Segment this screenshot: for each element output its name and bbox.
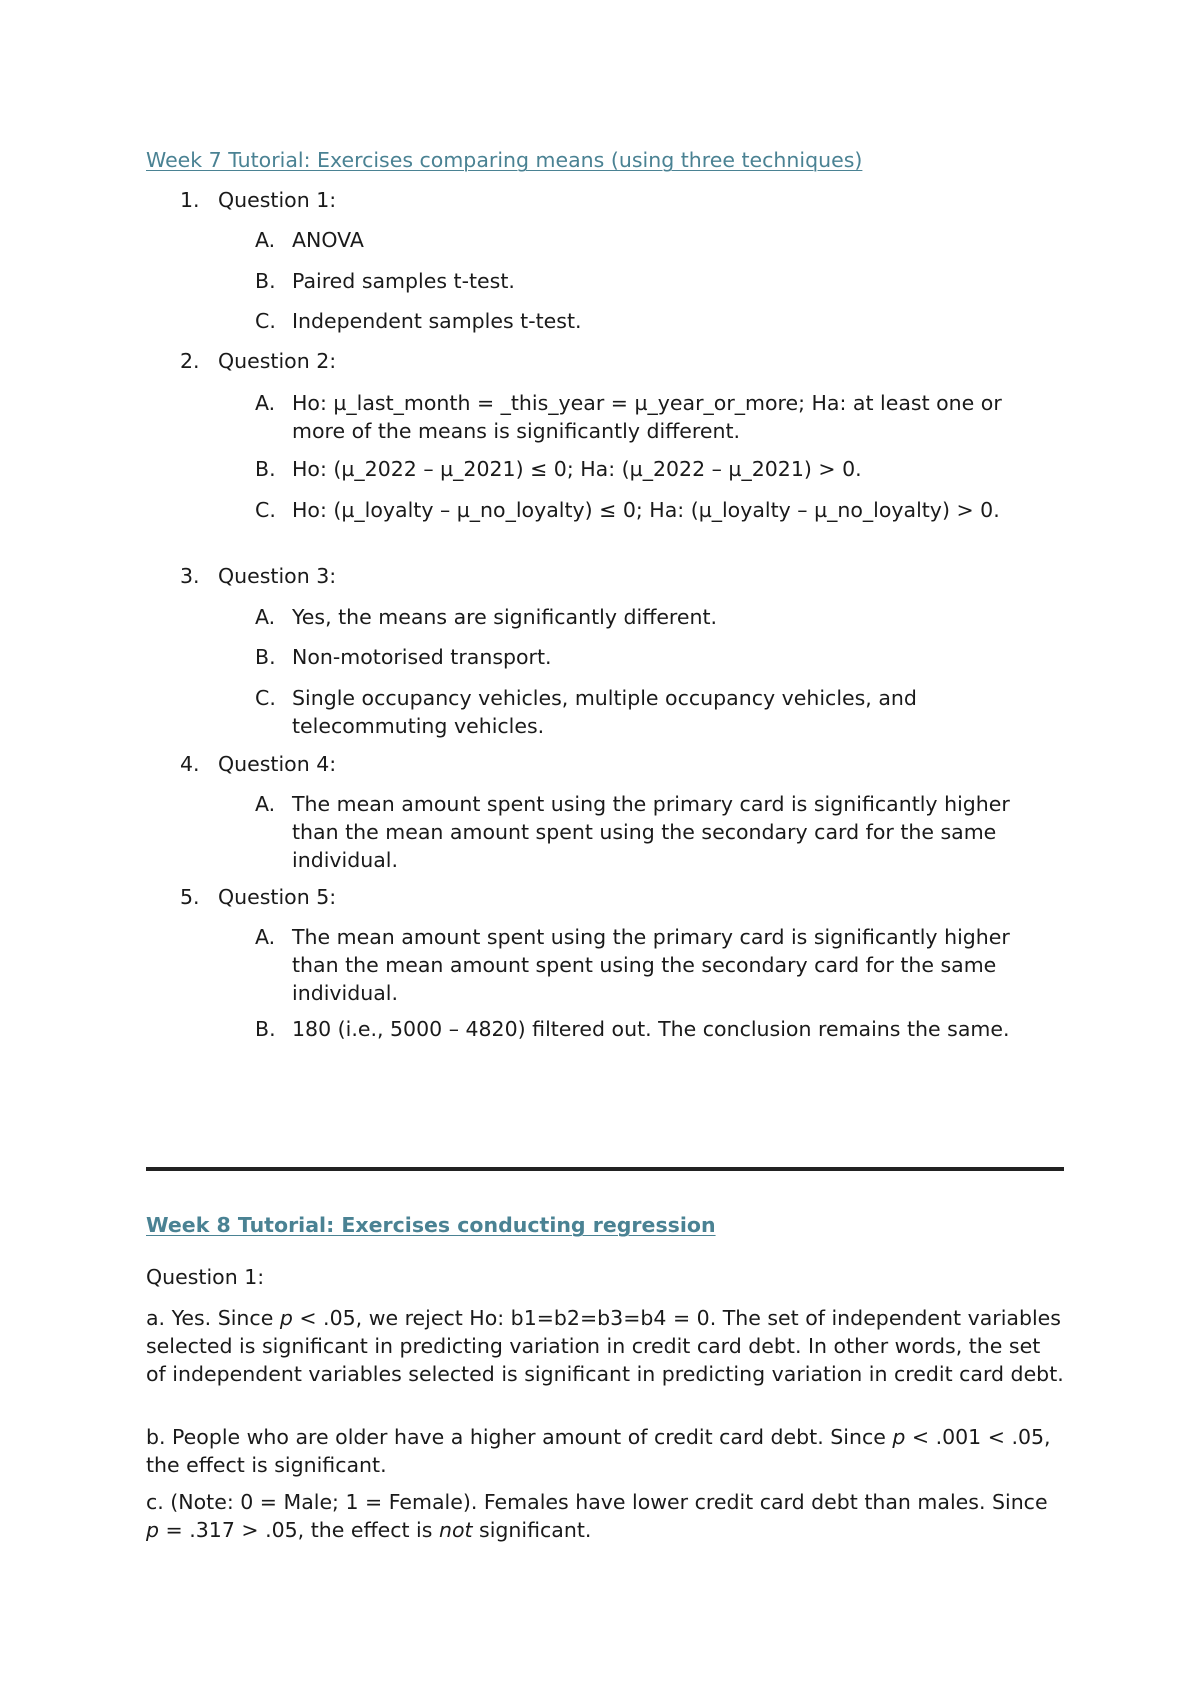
answer-item [255, 307, 1055, 335]
answer-text: Yes, the means are significantly different. [292, 605, 718, 629]
answer-b-text: < .001 < .05, the effect is significant. [146, 1425, 1051, 1477]
answer-text: ANOVA [292, 228, 364, 252]
answer-letter: A. [255, 391, 276, 415]
question-label: Question 3: [218, 564, 337, 588]
list-number: 3. [180, 564, 200, 588]
answer-item [255, 790, 1055, 874]
list-number: 4. [180, 752, 200, 776]
question-item [180, 186, 336, 214]
question-item [180, 750, 336, 778]
answer-text: Ho: (µ_2022 – µ_2021) ≤ 0; Ha: (µ_2022 – µ_2021) > 0. [292, 457, 862, 481]
question-label: Question 2: [218, 349, 337, 373]
answer-b-prefix: b. People who are older have a higher amount of credit card debt. Since [146, 1425, 893, 1449]
week7-title-link[interactable]: Week 7 Tutorial: Exercises comparing means (using three techniques) [146, 148, 863, 172]
list-number: 2. [180, 349, 200, 373]
answer-text: Paired samples t-test. [292, 269, 515, 293]
answer-item [255, 226, 1055, 254]
list-number: 1. [180, 188, 200, 212]
answer-text: Non-motorised transport. [292, 645, 552, 669]
section-divider [146, 1167, 1064, 1171]
list-number: 5. [180, 885, 200, 909]
answer-item [255, 923, 1055, 1007]
not-emphasis: not [438, 1518, 473, 1542]
answer-paragraph-c [146, 1488, 1064, 1544]
answer-letter: B. [255, 645, 276, 669]
answer-text: Ho: (µ_loyalty – µ_no_loyalty) ≤ 0; Ha: (µ_loyalty – µ_no_loyalty) > 0. [292, 498, 1000, 522]
week8-title-link[interactable]: Week 8 Tutorial: Exercises conducting regression [146, 1213, 716, 1237]
answer-text: Independent samples t-test. [292, 309, 582, 333]
p-symbol: p [279, 1306, 293, 1330]
answer-letter: B. [255, 269, 276, 293]
answer-c-end: significant. [472, 1518, 592, 1542]
answer-paragraph-b [146, 1423, 1064, 1479]
answer-c-prefix: c. (Note: 0 = Male; 1 = Female). Females have lower credit card debt than males. Since [146, 1490, 1048, 1514]
question-label: Question 1: [146, 1265, 265, 1289]
answer-item [255, 389, 1055, 445]
answer-item [255, 496, 1055, 524]
answer-text: The mean amount spent using the primary card is significantly higher than the mean amount spent using the secondary card for the same individual. [292, 792, 1010, 872]
answer-letter: C. [255, 498, 276, 522]
answer-item [255, 267, 1055, 295]
answer-item [255, 1015, 1055, 1043]
answer-a-text: < .05, we reject Ho: b1=b2=b3=b4 = 0. The set of independent variables selected is significant in predicting variation in credit card debt. In other words, the set of independent variables selected is significant in predicting variation in credit card debt. [146, 1306, 1064, 1386]
answer-letter: A. [255, 925, 276, 949]
answer-a-prefix: a. Yes. Since [146, 1306, 280, 1330]
question-item [180, 883, 336, 911]
answer-item [255, 455, 1055, 483]
answer-paragraph-a [146, 1304, 1064, 1388]
answer-letter: C. [255, 686, 276, 710]
answer-text: Ho: µ_last_month = _this_year = µ_year_or_more; Ha: at least one or more of the means is significantly different. [292, 391, 1002, 443]
p-symbol: p [146, 1518, 160, 1542]
answer-item [255, 643, 1055, 671]
answer-letter: A. [255, 605, 276, 629]
question-label: Question 1: [218, 188, 337, 212]
answer-letter: B. [255, 1017, 276, 1041]
answer-item [255, 684, 1055, 740]
question-item [180, 562, 336, 590]
question-label: Question 4: [218, 752, 337, 776]
answer-letter: A. [255, 792, 276, 816]
answer-letter: C. [255, 309, 276, 333]
p-symbol: p [892, 1425, 906, 1449]
answer-item [255, 603, 1055, 631]
answer-letter: A. [255, 228, 276, 252]
question-item [180, 347, 336, 375]
answer-text: Single occupancy vehicles, multiple occupancy vehicles, and telecommuting vehicles. [292, 686, 917, 738]
answer-letter: B. [255, 457, 276, 481]
question-label: Question 5: [218, 885, 337, 909]
answer-c-mid: = .317 > .05, the effect is [159, 1518, 439, 1542]
answer-text: 180 (i.e., 5000 – 4820) filtered out. The conclusion remains the same. [292, 1017, 1010, 1041]
answer-text: The mean amount spent using the primary card is significantly higher than the mean amount spent using the secondary card for the same individual. [292, 925, 1010, 1005]
